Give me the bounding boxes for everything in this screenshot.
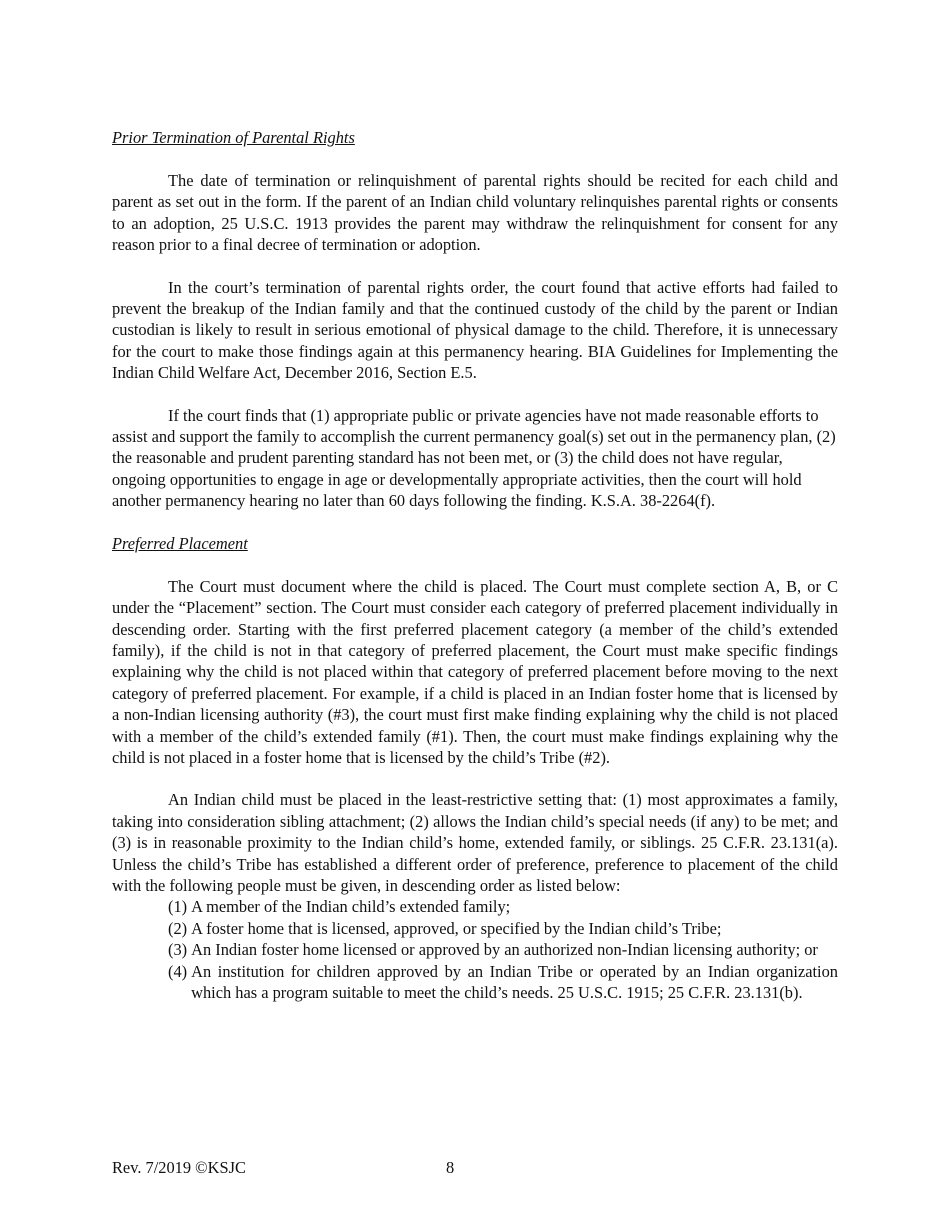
page-footer [112,1157,838,1179]
spacer [112,148,838,170]
paragraph-document-placement: The Court must document where the child is placed. The Court must complete section A, B, or C under the “Placement” section. The Court must consider each category of preferred placement individually in descending order. Starting with the first preferred placement category (a member of the child’s extended family), if the child is not in that category of preferred placement, the Court must make specific findings explaining why the child is not placed within that category of preferred placement before moving to the next category of preferred placement. For example, if a child is placed in an Indian foster home that is licensed by a non-Indian licensing authority (#3), the court must first make finding explaining why the child is not placed with a member of the child’s extended family (#1). Then, the court must make findings explaining why the child is not placed in a foster home that is licensed by the child’s Tribe (#2). [112,576,838,767]
page-number: 8 [446,1158,455,1177]
list-item-text: A member of the Indian child’s extended family; [191,897,511,917]
section-heading-prior-termination: Prior Termination of Parental Rights [112,128,355,147]
spacer [112,554,838,576]
document-page [112,127,838,1003]
list-item [168,896,838,917]
paragraph-termination-date: The date of termination or relinquishment of parental rights should be recited for each child and parent as set out in the form. If the parent of an Indian child voluntary relinquishes parental rights or consents to an adoption, 25 U.S.C. 1913 provides the parent may withdraw the relinquishment for consent for any reason prior to a final decree of termination or adoption. [112,171,838,255]
list-item [168,939,838,960]
list-item-text: An Indian foster home licensed or approved by an authorized non-Indian licensing authority; or [191,940,818,960]
paragraph-least-restrictive: An Indian child must be placed in the least-restrictive setting that: (1) most approximates a family, taking into consideration sibling attachment; (2) allows the Indian child’s special needs (if any) to be met; and (3) is in reasonable proximity to the Indian child’s home, extended family, or siblings. 25 C.F.R. 23.131(a). Unless the child’s Tribe has established a different order of preference, preference to placement of the child with the following people must be given, in descending order as listed below: [112,790,838,895]
list-item [168,918,838,939]
spacer [112,768,838,789]
spacer [112,512,838,533]
paragraph-reasonable-efforts: If the court finds that (1) appropriate public or private agencies have not made reasonable efforts to assist and support the family to accomplish the current permanency goal(s) set out in the permanency plan, (2) the reasonable and prudent parenting standard has not been met, or (3) the child does not have regular, ongoing opportunities to engage in age or developmentally appropriate activities, then the court will hold another permanency hearing no later than 60 days following the finding. K.S.A. 38-2264(f). [112,405,836,511]
list-item-number: (2) [168,918,188,938]
paragraph-active-efforts: In the court’s termination of parental rights order, the court found that active efforts had failed to prevent the breakup of the Indian family and that the continued custody of the child by the parent or Indian custodian is likely to result in serious emotional of physical damage to the child. Therefore, it is unnecessary for the court to make those findings again at this permanency hearing. BIA Guidelines for Implementing the Indian Child Welfare Act, December 2016, Section E.5. [112,277,838,383]
spacer [112,256,838,277]
list-item-text: An institution for children approved by an Indian Tribe or operated by an Indian organization which has a program suitable to meet the child’s needs. 25 U.S.C. 1915; 25 C.F.R. 23.131(b). [191,961,838,1002]
list-item-number: (4) [168,961,188,981]
list-item [168,961,838,1004]
spacer [112,384,838,405]
section-heading-preferred-placement: Preferred Placement [112,533,248,553]
list-item-text: A foster home that is licensed, approved, or specified by the Indian child’s Tribe; [191,918,722,938]
revision-notice: Rev. 7/2019 ©KSJC [112,1158,246,1177]
list-item-number: (1) [168,897,188,917]
placement-preference-list [112,896,838,1003]
list-item-number: (3) [168,940,188,960]
